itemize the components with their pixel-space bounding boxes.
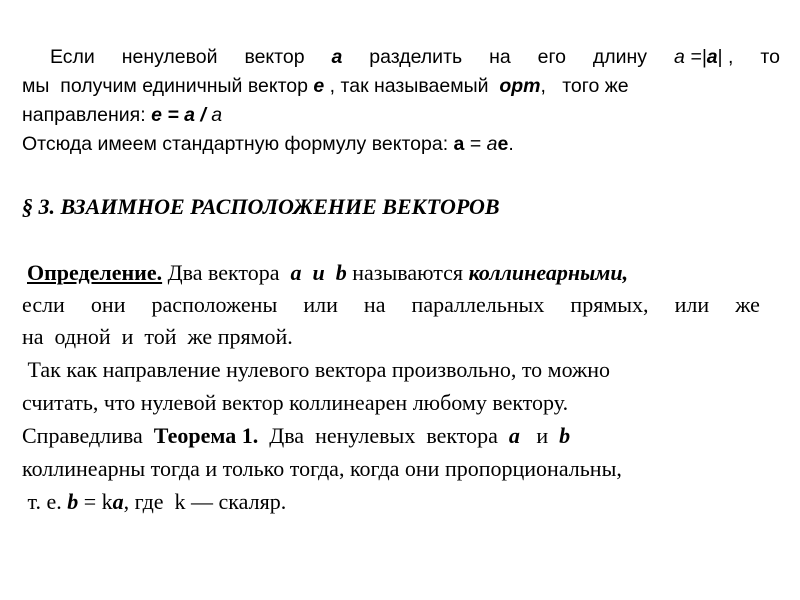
body-line-1: Так как направление нулевого вектора произвольно, то можно bbox=[22, 357, 611, 382]
text-run: называются bbox=[346, 260, 469, 285]
definition-line-3: на одной и той же прямой. bbox=[22, 324, 293, 349]
text-word: если bbox=[22, 292, 65, 317]
text-word: прямых, bbox=[570, 292, 649, 317]
text-run: Справедлива bbox=[22, 423, 154, 448]
theorem-line bbox=[22, 425, 570, 447]
formula-equals: = k bbox=[78, 489, 113, 514]
text-word: параллельных bbox=[411, 292, 545, 317]
section-heading: § 3. ВЗАИМНОЕ РАСПОЛОЖЕНИЕ ВЕКТОРОВ bbox=[22, 194, 500, 219]
text-run: , того же bbox=[540, 75, 629, 97]
vector-length-formula: a =|a| , bbox=[673, 46, 734, 68]
formula-vector-a: a bbox=[112, 489, 124, 514]
formula-equals: = bbox=[464, 133, 487, 155]
conjunction: и bbox=[519, 423, 560, 448]
vector-b-symbol: b bbox=[559, 423, 571, 448]
text-run: мы получим единичный вектор bbox=[22, 75, 314, 97]
text-word: или bbox=[674, 292, 710, 317]
paragraph-1-line-2 bbox=[22, 77, 629, 97]
text-run: , где k — скаляр. bbox=[123, 489, 287, 514]
formula-length-a: a bbox=[486, 133, 498, 155]
body-line-2: считать, что нулевой вектор коллинеарен любому вектору. bbox=[22, 390, 569, 415]
definition-line-2 bbox=[22, 294, 760, 316]
term-ort: орт bbox=[499, 75, 541, 97]
text-run: Два вектора bbox=[162, 260, 291, 285]
text-word: или bbox=[303, 292, 338, 317]
text-run: Два ненулевых вектора bbox=[258, 423, 509, 448]
text-word: его bbox=[537, 46, 566, 68]
definition-term: Определение. bbox=[27, 260, 163, 285]
formula-period: . bbox=[508, 133, 514, 155]
paragraph-1-line-3 bbox=[22, 106, 222, 126]
text-word: ненулевой bbox=[121, 46, 218, 68]
vector-a-symbol: a bbox=[290, 260, 302, 285]
vector-a-symbol: a bbox=[508, 423, 520, 448]
term-collinear: коллинеарными, bbox=[468, 260, 629, 285]
theorem-label: Теорема 1. bbox=[153, 423, 259, 448]
text-word: то bbox=[760, 46, 780, 68]
formula-vector-b: b bbox=[67, 489, 79, 514]
definition-line-1 bbox=[27, 262, 628, 284]
paragraph-1-line-4 bbox=[22, 135, 514, 155]
text-word: на bbox=[489, 46, 511, 68]
vector-b-symbol: b bbox=[335, 260, 347, 285]
text-word: же bbox=[735, 292, 760, 317]
vector-a-symbol: a bbox=[331, 46, 343, 68]
text-run: направления: bbox=[22, 104, 152, 126]
vector-length-symbol: a bbox=[211, 104, 223, 126]
unit-vector-symbol: e bbox=[313, 75, 325, 97]
text-word: вектор bbox=[244, 46, 305, 68]
text-word: длину bbox=[592, 46, 648, 68]
body-line-4: коллинеарны тогда и только тогда, когда они пропорциональны, bbox=[22, 456, 622, 481]
text-word: расположены bbox=[151, 292, 278, 317]
text-run: , так называемый bbox=[324, 75, 500, 97]
text-word: Если bbox=[50, 46, 95, 68]
text-word: на bbox=[363, 292, 386, 317]
text-word: они bbox=[90, 292, 126, 317]
formula-vector-a: a bbox=[453, 133, 465, 155]
text-run: Отсюда имеем стандартную формулу вектора: bbox=[22, 133, 454, 155]
text-run: т. е. bbox=[22, 489, 68, 514]
paragraph-1-line-1 bbox=[50, 48, 780, 68]
formula-unit-e: e bbox=[497, 133, 509, 155]
conjunction: и bbox=[301, 260, 336, 285]
body-line-5 bbox=[22, 491, 286, 513]
text-word: разделить bbox=[369, 46, 463, 68]
unit-vector-formula: e = a / bbox=[151, 104, 212, 126]
